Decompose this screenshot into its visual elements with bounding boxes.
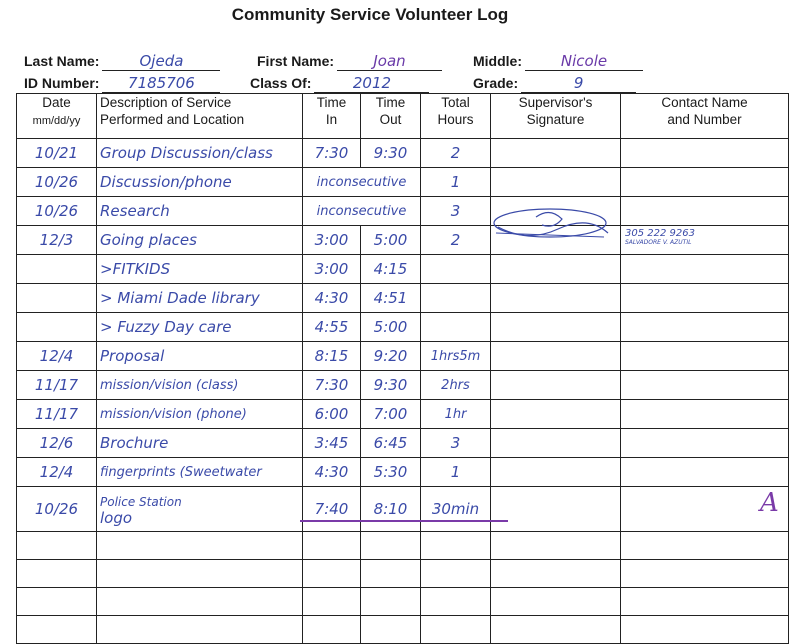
- row-contact: [621, 255, 789, 284]
- row-description: Discussion/phone: [97, 168, 303, 197]
- first-name-label: First Name:: [257, 53, 335, 69]
- table-row: [17, 458, 789, 487]
- row-signature: [491, 139, 621, 168]
- first-name-value: Joan: [337, 52, 442, 71]
- row-date: 11/17: [17, 371, 97, 400]
- row-time-in: 4:30: [303, 458, 361, 487]
- row-contact: [621, 400, 789, 429]
- row-description: fingerprints (Sweetwater: [97, 458, 303, 487]
- row-date: [17, 313, 97, 342]
- row-hours: [421, 284, 491, 313]
- class-of-label: Class Of:: [250, 75, 312, 91]
- table-row: [17, 197, 789, 226]
- row-signature: [491, 458, 621, 487]
- row-date: 10/21: [17, 139, 97, 168]
- table-row: [17, 371, 789, 400]
- row-time-out: 5:30: [361, 458, 421, 487]
- middle-name-value: Nicole: [525, 52, 643, 71]
- first-name-field: [257, 52, 442, 71]
- row-signature: [491, 487, 621, 532]
- contact-name: SALVADORE V. AZUTIL: [625, 239, 692, 246]
- row-signature: [491, 284, 621, 313]
- id-number-field: [24, 74, 220, 93]
- row-time-in: 4:55: [303, 313, 361, 342]
- row-time-out: 9:30: [361, 371, 421, 400]
- row-description: > Fuzzy Day care: [97, 313, 303, 342]
- row-date: 12/4: [17, 458, 97, 487]
- row-hours: [421, 313, 491, 342]
- row-hours: [421, 255, 491, 284]
- row-time-in: 3:00: [303, 255, 361, 284]
- grade-mark: A: [760, 488, 779, 518]
- row-time-in: 3:45: [303, 429, 361, 458]
- table-row: [17, 255, 789, 284]
- row-contact: [621, 168, 789, 197]
- row-time-out: 4:51: [361, 284, 421, 313]
- row-time-in: 7:30: [303, 139, 361, 168]
- table-header-row: [17, 94, 789, 139]
- header-contact: Contact Name and Number: [621, 94, 789, 139]
- row-contact: [621, 371, 789, 400]
- row-time-in: 4:30: [303, 284, 361, 313]
- row-date: 11/17: [17, 400, 97, 429]
- row-description: mission/vision (phone): [97, 400, 303, 429]
- row-contact: [621, 284, 789, 313]
- table-row: [17, 139, 789, 168]
- row-hours: 1: [421, 458, 491, 487]
- row-time-span: inconsecutive: [303, 168, 421, 197]
- row-date: [17, 255, 97, 284]
- row-signature: [491, 255, 621, 284]
- row-description: Group Discussion/class: [97, 139, 303, 168]
- header-supervisor-signature: Supervisor's Signature: [491, 94, 621, 139]
- row-contact: [621, 197, 789, 226]
- row-time-in: 3:00: [303, 226, 361, 255]
- last-name-label: Last Name:: [24, 53, 100, 69]
- header-total-hours: Total Hours: [421, 94, 491, 139]
- middle-name-field: [473, 52, 643, 71]
- row-time-in: 6:00: [303, 400, 361, 429]
- class-of-value: 2012: [314, 74, 429, 93]
- row-time-out: 4:15: [361, 255, 421, 284]
- row-signature: [491, 429, 621, 458]
- row-time-out: 9:20: [361, 342, 421, 371]
- supervisor-signature-drawing: [488, 203, 616, 249]
- grade-value: 9: [521, 74, 636, 93]
- row-hours: 2: [421, 139, 491, 168]
- table-row: [17, 342, 789, 371]
- contact-phone: 305 222 9263: [625, 228, 695, 239]
- row-description: Research: [97, 197, 303, 226]
- id-number-label: ID Number:: [24, 75, 100, 91]
- volunteer-log-table: [16, 93, 789, 644]
- header-date: Date mm/dd/yy: [17, 94, 97, 139]
- row-time-out: 5:00: [361, 313, 421, 342]
- row-date: 12/6: [17, 429, 97, 458]
- table-row-empty: [17, 588, 789, 616]
- row-time-in: 7:30: [303, 371, 361, 400]
- header-time-in: Time In: [303, 94, 361, 139]
- row-time-in: 7:40: [303, 487, 361, 532]
- row-time-out: 6:45: [361, 429, 421, 458]
- table-row: [17, 168, 789, 197]
- row-hours: 2: [421, 226, 491, 255]
- grade-label: Grade:: [473, 75, 519, 91]
- table-row: [17, 429, 789, 458]
- row-time-out: 9:30: [361, 139, 421, 168]
- row-time-span: inconsecutive: [303, 197, 421, 226]
- middle-name-label: Middle:: [473, 53, 522, 69]
- row-description: mission/vision (class): [97, 371, 303, 400]
- row-description: > Miami Dade library: [97, 284, 303, 313]
- row-signature: [491, 400, 621, 429]
- row-date: 10/26: [17, 168, 97, 197]
- row-date: [17, 284, 97, 313]
- row-contact: [621, 429, 789, 458]
- table-row: [17, 313, 789, 342]
- table-row: [17, 284, 789, 313]
- row-hours: 30min: [421, 487, 491, 532]
- grade-underline: [300, 520, 508, 522]
- row-hours: 3: [421, 197, 491, 226]
- table-row: [17, 487, 789, 532]
- header-time-out: Time Out: [361, 94, 421, 139]
- row-contact: [621, 458, 789, 487]
- contact-note: [625, 229, 695, 247]
- row-signature: [491, 371, 621, 400]
- table-row-empty: [17, 560, 789, 588]
- form-title: Community Service Volunteer Log: [231, 5, 509, 24]
- row-date: 12/4: [17, 342, 97, 371]
- row-hours: 2hrs: [421, 371, 491, 400]
- header-description: Description of Service Performed and Location: [97, 94, 303, 139]
- row-contact: [621, 313, 789, 342]
- row-hours: 3: [421, 429, 491, 458]
- last-name-field: [24, 52, 220, 71]
- row-date: 12/3: [17, 226, 97, 255]
- row-time-out: 5:00: [361, 226, 421, 255]
- row-date: 10/26: [17, 197, 97, 226]
- row-time-in: 8:15: [303, 342, 361, 371]
- row-hours: 1hrs5m: [421, 342, 491, 371]
- row-description: Proposal: [97, 342, 303, 371]
- row-description: Brochure: [97, 429, 303, 458]
- row-signature: [491, 168, 621, 197]
- row-signature: [491, 342, 621, 371]
- row-description: >FITKIDS: [97, 255, 303, 284]
- row-time-out: 7:00: [361, 400, 421, 429]
- row-hours: 1: [421, 168, 491, 197]
- class-of-field: [250, 74, 429, 93]
- row-signature: [491, 313, 621, 342]
- row-time-out: 8:10: [361, 487, 421, 532]
- id-number-value: 7185706: [102, 74, 220, 93]
- row-description: Going places: [97, 226, 303, 255]
- table-row-empty: [17, 532, 789, 560]
- row-date: 10/26: [17, 487, 97, 532]
- last-name-value: Ojeda: [102, 52, 220, 71]
- row-contact: [621, 139, 789, 168]
- row-contact: [621, 342, 789, 371]
- row-description: Police Station logo: [97, 487, 303, 532]
- table-row: [17, 400, 789, 429]
- grade-field: [473, 74, 636, 93]
- row-hours: 1hr: [421, 400, 491, 429]
